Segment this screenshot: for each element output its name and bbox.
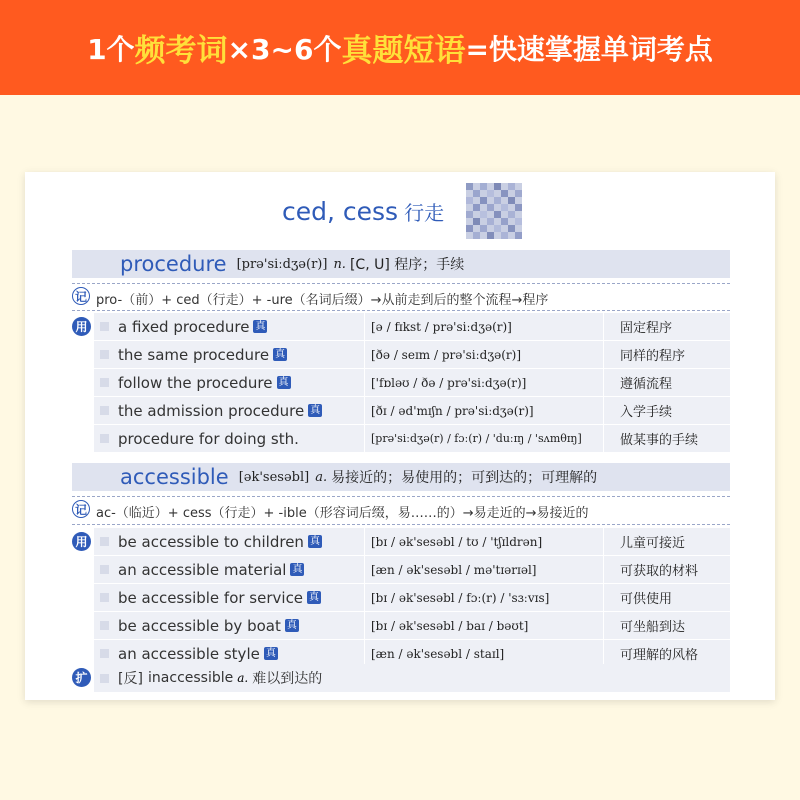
exam-tag: 真	[275, 349, 286, 360]
divider	[72, 283, 730, 284]
bullet-square	[100, 434, 109, 443]
phrase	[118, 430, 368, 448]
note-badge: 记	[72, 500, 90, 518]
root-meaning: 行走	[404, 201, 445, 225]
phrase-table-procedure	[94, 313, 730, 453]
antonym-pos: a.	[237, 671, 249, 685]
bullet-square	[100, 674, 109, 683]
extension-badge: 扩	[72, 668, 91, 687]
banner-text-2: ×3~6个	[227, 32, 342, 66]
table-row	[94, 528, 730, 556]
phrase-text: a fixed procedure	[118, 317, 250, 336]
entry-header-accessible	[72, 463, 730, 491]
phrase	[118, 589, 368, 607]
phrase-text: an accessible style	[118, 644, 260, 663]
bullet-square	[100, 322, 109, 331]
phrase-text: an accessible material	[118, 560, 287, 579]
phrase-ipa: [bɪ / ək'sesəbl / baɪ / bəʊt]	[364, 612, 604, 639]
phrase-meaning: 可供使用	[620, 592, 673, 607]
antonym-word: inaccessible	[148, 670, 234, 686]
banner-highlight-2: 真题短语	[341, 33, 466, 69]
table-row	[94, 397, 730, 425]
qr-code-image	[466, 183, 522, 239]
phrase	[118, 645, 368, 663]
phrase-ipa: [ðɪ / əd'mɪʃn / prə'siːdʒə(r)]	[364, 397, 604, 424]
phrase-meaning: 固定程序	[620, 321, 673, 336]
phrase-meaning: 可坐船到达	[620, 620, 686, 635]
table-row	[94, 556, 730, 584]
phrase	[118, 617, 368, 635]
phrase-text: be accessible to children	[118, 532, 304, 551]
exam-tag: 真	[255, 321, 266, 332]
table-row	[94, 341, 730, 369]
phrase-meaning: 入学手续	[620, 405, 673, 420]
exam-tag: 真	[286, 620, 297, 631]
phonetic: [ək'sesəbl]	[238, 469, 310, 485]
phrase-ipa: [æn / ək'sesəbl / mə'tɪərɪəl]	[364, 556, 604, 583]
divider	[72, 524, 730, 525]
phrase-meaning: 同样的程序	[620, 349, 686, 364]
phrase-text: be accessible by boat	[118, 616, 281, 635]
phrase	[118, 533, 368, 551]
definition: [C, U] 程序；手续	[349, 257, 465, 273]
exam-tag: 真	[292, 564, 303, 575]
part-of-speech: a.	[315, 469, 328, 485]
antonym-definition: 难以到达的	[252, 671, 323, 687]
banner-text-1: 1个	[87, 32, 135, 66]
divider	[72, 496, 730, 497]
phrase-ipa: [ə / fɪkst / prə'siːdʒə(r)]	[364, 313, 604, 340]
exam-tag: 真	[265, 648, 276, 659]
etymology: pro-（前）+ ced（行走）+ -ure（名词后缀）→从前走到后的整个流程→程序	[96, 293, 549, 308]
root-word: ced, cess	[282, 197, 399, 226]
phrase-text: procedure for doing sth.	[118, 429, 299, 448]
phrase-meaning: 可获取的材料	[620, 564, 699, 579]
bullet-square	[100, 406, 109, 415]
bullet-square	[100, 593, 109, 602]
phrase-text: be accessible for service	[118, 588, 304, 607]
usage-badge: 用	[72, 317, 91, 336]
phrase	[118, 561, 368, 579]
top-banner	[0, 0, 800, 95]
exam-tag: 真	[310, 405, 321, 416]
exam-tag: 真	[278, 377, 289, 388]
bullet-square	[100, 649, 109, 658]
table-row	[94, 425, 730, 453]
phrase	[118, 346, 368, 364]
entry-header-procedure	[72, 250, 730, 278]
banner-highlight-1: 频考词	[134, 33, 228, 69]
usage-badge: 用	[72, 532, 91, 551]
phrase	[118, 318, 368, 336]
phrase	[118, 374, 368, 392]
bullet-square	[100, 621, 109, 630]
bullet-square	[100, 537, 109, 546]
phrase-meaning: 做某事的手续	[620, 433, 699, 448]
phrase-ipa: ['fɒləʊ / ðə / prə'siːdʒə(r)]	[364, 369, 604, 396]
phrase-ipa: [æn / ək'sesəbl / staɪl]	[364, 640, 604, 667]
bullet-square	[100, 565, 109, 574]
bullet-square	[100, 378, 109, 387]
definition: 易接近的；易使用的；可到达的；可理解的	[331, 470, 598, 486]
phrase-ipa: [bɪ / ək'sesəbl / tʊ / 'tʃɪldrən]	[364, 528, 604, 555]
phrase-text: follow the procedure	[118, 373, 273, 392]
banner-text-3: =快速掌握单词考点	[465, 32, 713, 66]
exam-tag: 真	[309, 592, 320, 603]
phrase-ipa: [bɪ / ək'sesəbl / fɔː(r) / 'sɜːvɪs]	[364, 584, 604, 611]
phrase-ipa: [prə'siːdʒə(r) / fɔː(r) / 'duːɪŋ / 'sʌmθɪŋ]	[364, 425, 604, 452]
phrase-meaning: 可理解的风格	[620, 648, 699, 663]
table-row	[94, 313, 730, 341]
divider	[72, 310, 730, 311]
phrase-ipa: [ðə / seɪm / prə'siːdʒə(r)]	[364, 341, 604, 368]
headword: accessible	[120, 465, 229, 489]
antonym-prefix: [反]	[118, 671, 143, 687]
phrase-text: the same procedure	[118, 345, 270, 364]
extension-row	[94, 664, 730, 692]
phrase-table-accessible	[94, 528, 730, 668]
table-row	[94, 369, 730, 397]
exam-tag: 真	[309, 536, 320, 547]
headword: procedure	[120, 252, 227, 276]
table-row	[94, 584, 730, 612]
part-of-speech: n.	[333, 256, 346, 272]
phrase-text: the admission procedure	[118, 401, 305, 420]
note-badge: 记	[72, 287, 90, 305]
phrase	[118, 402, 368, 420]
phrase-meaning: 儿童可接近	[620, 536, 686, 551]
table-row	[94, 612, 730, 640]
root-title	[282, 197, 444, 226]
bullet-square	[100, 350, 109, 359]
etymology: ac-（临近）+ cess（行走）+ -ible（形容词后缀，易……的）→易走近的→易接近的	[96, 506, 589, 521]
phrase-meaning: 遵循流程	[620, 377, 673, 392]
phonetic: [prə'siːdʒə(r)]	[236, 256, 328, 272]
